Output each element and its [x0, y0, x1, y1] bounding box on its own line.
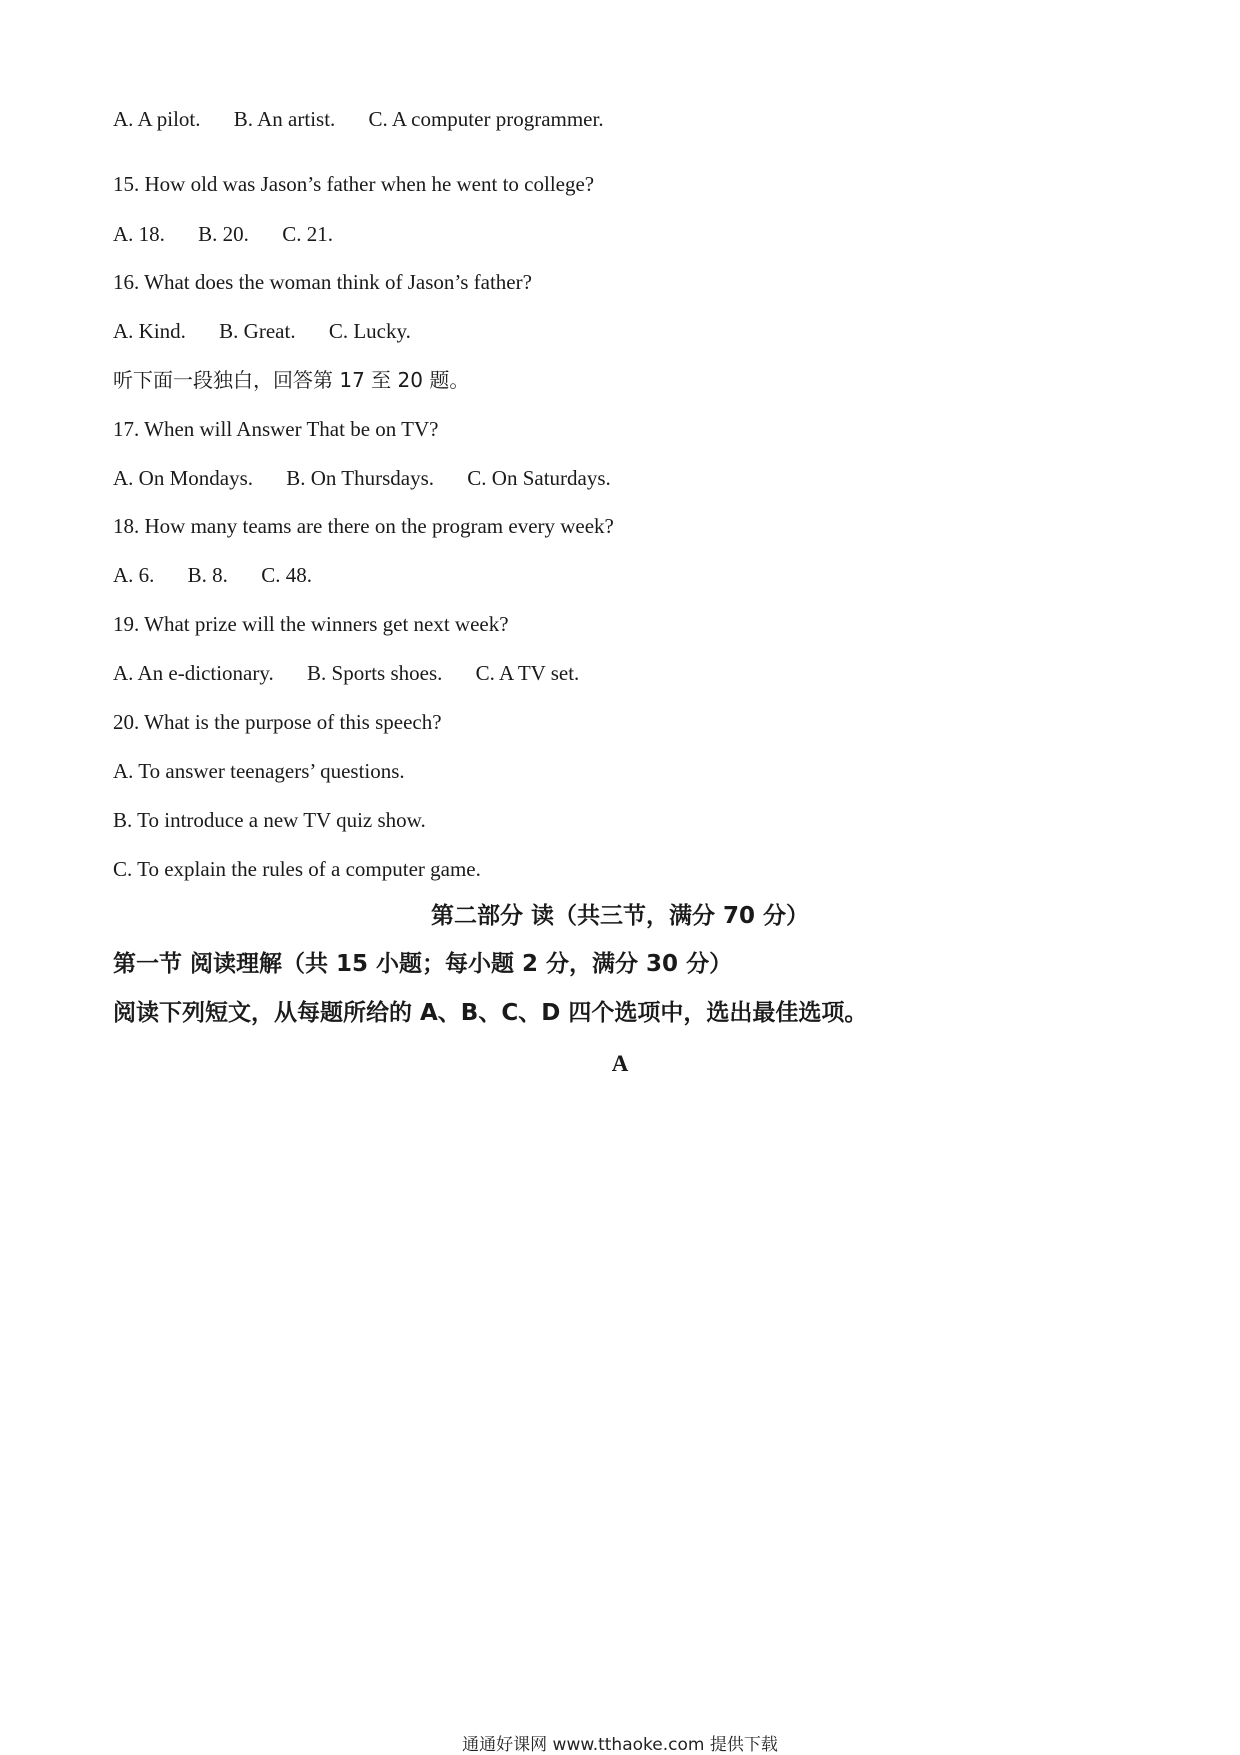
option-a: A. A pilot. [113, 107, 201, 131]
q15-options [113, 220, 333, 248]
option-b: B. 20. [198, 222, 249, 246]
q15-question: 15. How old was Jason’s father when he went to college? [113, 172, 595, 196]
option-b: B. Sports shoes. [307, 661, 443, 685]
q19-question: 19. What prize will the winners get next week? [113, 612, 509, 636]
passage-label: A [611, 1051, 629, 1076]
option-c: C. A computer programmer. [368, 107, 604, 131]
page-footer: 通通好课网 www.tthaoke.com 提供下载 [462, 1735, 778, 1755]
q20-option-c: C. To explain the rules of a computer game. [113, 857, 481, 881]
option-c: C. 21. [282, 222, 333, 246]
q18-question: 18. How many teams are there on the program every week? [113, 514, 614, 538]
option-a: A. Kind. [113, 319, 186, 343]
option-c: C. Lucky. [328, 319, 411, 343]
q14-options [113, 105, 604, 133]
option-c: C. 48. [261, 563, 312, 587]
section1-title: 第一节 阅读理解（共 15 小题；每小题 2 分，满分 30 分） [113, 951, 733, 977]
option-b: B. On Thursdays. [286, 466, 435, 490]
option-a: A. On Mondays. [113, 466, 253, 490]
option-a: A. An e-dictionary. [113, 661, 274, 685]
monologue-instruction: 听下面一段独白，回答第 17 至 20 题。 [113, 368, 470, 392]
reading-instruction: 阅读下列短文，从每题所给的 A、B、C、D 四个选项中，选出最佳选项。 [113, 1000, 868, 1026]
q16-question: 16. What does the woman think of Jason’s father? [113, 270, 532, 294]
option-a: A. 18. [113, 222, 165, 246]
option-c: C. On Saturdays. [467, 466, 611, 490]
option-b: B. An artist. [233, 107, 336, 131]
q17-options [113, 464, 611, 492]
q20-question: 20. What is the purpose of this speech? [113, 710, 442, 734]
q20-option-b: B. To introduce a new TV quiz show. [113, 808, 426, 832]
q19-options [113, 659, 579, 687]
option-b: B. Great. [219, 319, 296, 343]
q20-option-a: A. To answer teenagers’ questions. [113, 759, 405, 783]
option-a: A. 6. [113, 563, 155, 587]
option-c: C. A TV set. [475, 661, 580, 685]
option-b: B. 8. [187, 563, 228, 587]
part2-title: 第二部分 读（共三节，满分 70 分） [430, 903, 810, 929]
q16-options [113, 317, 411, 345]
q18-options [113, 561, 312, 589]
q17-question: 17. When will Answer That be on TV? [113, 417, 439, 441]
